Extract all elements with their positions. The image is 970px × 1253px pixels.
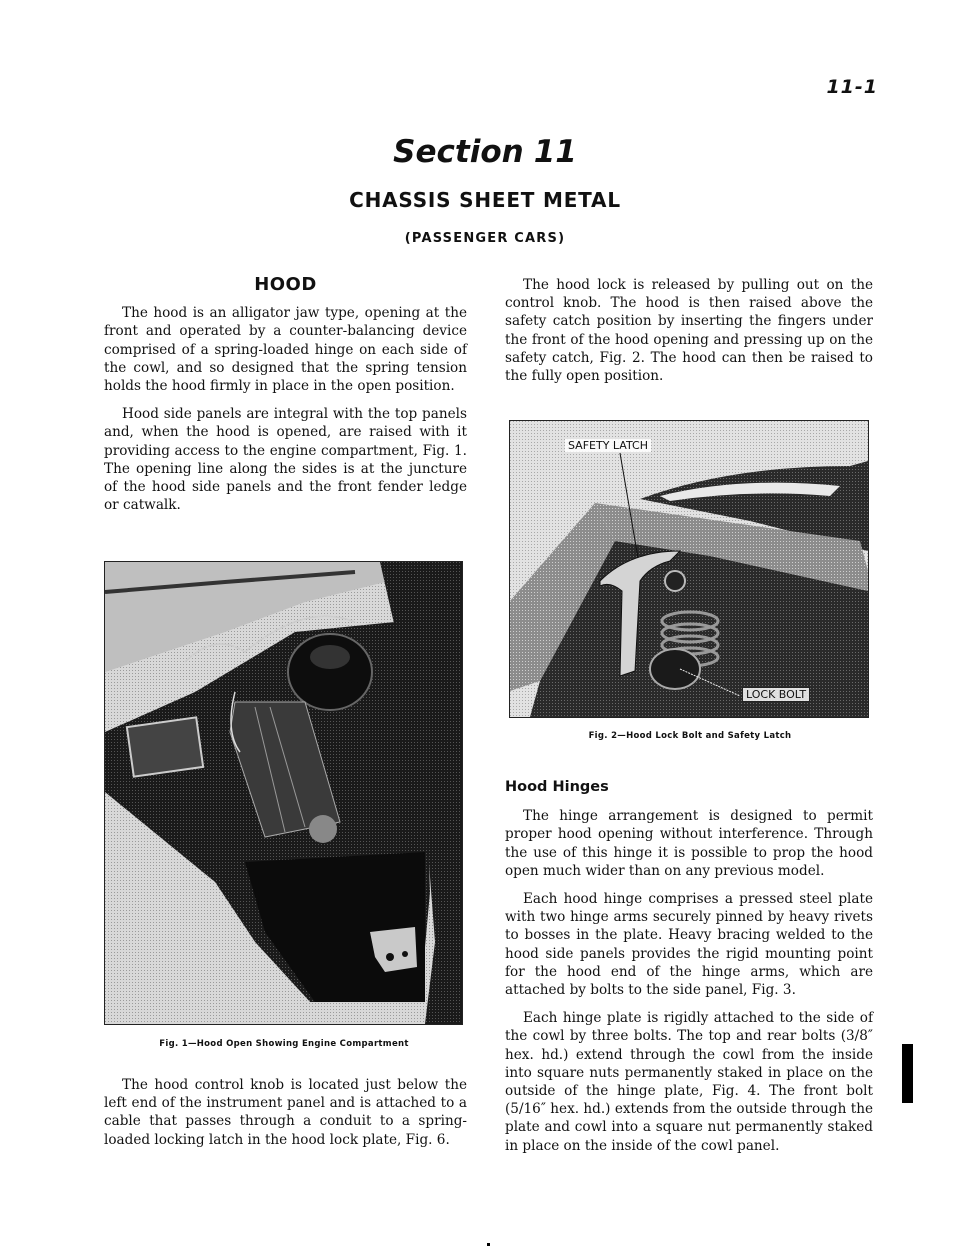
section-number: 11 [533,134,577,170]
paragraph: The hood is an alligator jaw type, opening at the front and operated by a counter-balancing device comprised of a spring-loaded hinge on each side of the cowl, and so designed that the spring tension holds the hood firmly in place in the open position. [104,305,467,395]
left-column-bottom [104,1076,467,1159]
engine-compartment-photo-icon [105,562,462,1024]
right-column-top [505,276,873,395]
section-subsubtitle: (PASSENGER CARS) [404,231,566,246]
paragraph: The hood control knob is located just below the left end of the instrument panel and is attached to a cable that passes through a conduit to a spring-loaded locking latch in the hood lock plate, Fig. 6. [104,1077,467,1148]
section-title-word: Section [393,134,524,170]
scan-speck [487,1243,490,1246]
paragraph: The hinge arrangement is designed to permit proper hood opening without interference. Through the use of this hinge it is possible to prop the hood open much wider than on any previous model. [505,808,873,879]
figure-1-engine-compartment [104,561,463,1025]
thumb-index-mark [902,1044,913,1103]
paragraph: The hood lock is released by pulling out on the control knob. The hood is then raised above the safety catch position by inserting the fingers under the front of the hood opening and pressing up on the safety catch, Fig. 2. The hood can then be raised to the fully open position. [505,277,873,385]
section-subtitle: CHASSIS SHEET METAL [349,188,621,212]
paragraph: Each hood hinge comprises a pressed steel plate with two hinge arms securely pinned by heavy rivets to bosses in the plate. Heavy bracing welded to the hood side panels provides the rigid mounting point for the hood end of the hinge arms, which are attached by bolts to the side panel, Fig. 3. [505,891,873,999]
section-title [0,134,970,170]
lock-bolt-label: LOCK BOLT [742,687,810,702]
safety-latch-label: SAFETY LATCH [565,439,651,452]
figure-2-caption: Fig. 2—Hood Lock Bolt and Safety Latch [588,731,792,741]
left-column [104,276,467,524]
figure-1-caption: Fig. 1—Hood Open Showing Engine Compartment [159,1039,409,1049]
paragraph: Hood side panels are integral with the top panels and, when the hood is opened, are raised with it providing access to the engine compartment, Fig. 1. The opening line along the sides is at the juncture of the hood side panels and the front fender ledge or catwalk. [104,406,467,514]
hood-heading: HOOD [254,274,317,295]
hood-hinges-heading: Hood Hinges [505,779,609,795]
right-column-bottom [505,778,873,1165]
paragraph: Each hinge plate is rigidly attached to the side of the cowl by three bolts. The top and rear bolts (3/8″ hex. hd.) extend through the cowl from the inside into square nuts permanently staked in place on the outside of the hinge plate, Fig. 4. The front bolt (5/16″ hex. hd.) extends from the outside through the plate and cowl into a square nut permanently staked in place on the inside of the cowl panel. [505,1010,873,1154]
page-number: 11-1 [826,76,878,98]
figure-2-hood-lock [509,420,869,718]
hood-lock-photo-icon [510,421,868,717]
